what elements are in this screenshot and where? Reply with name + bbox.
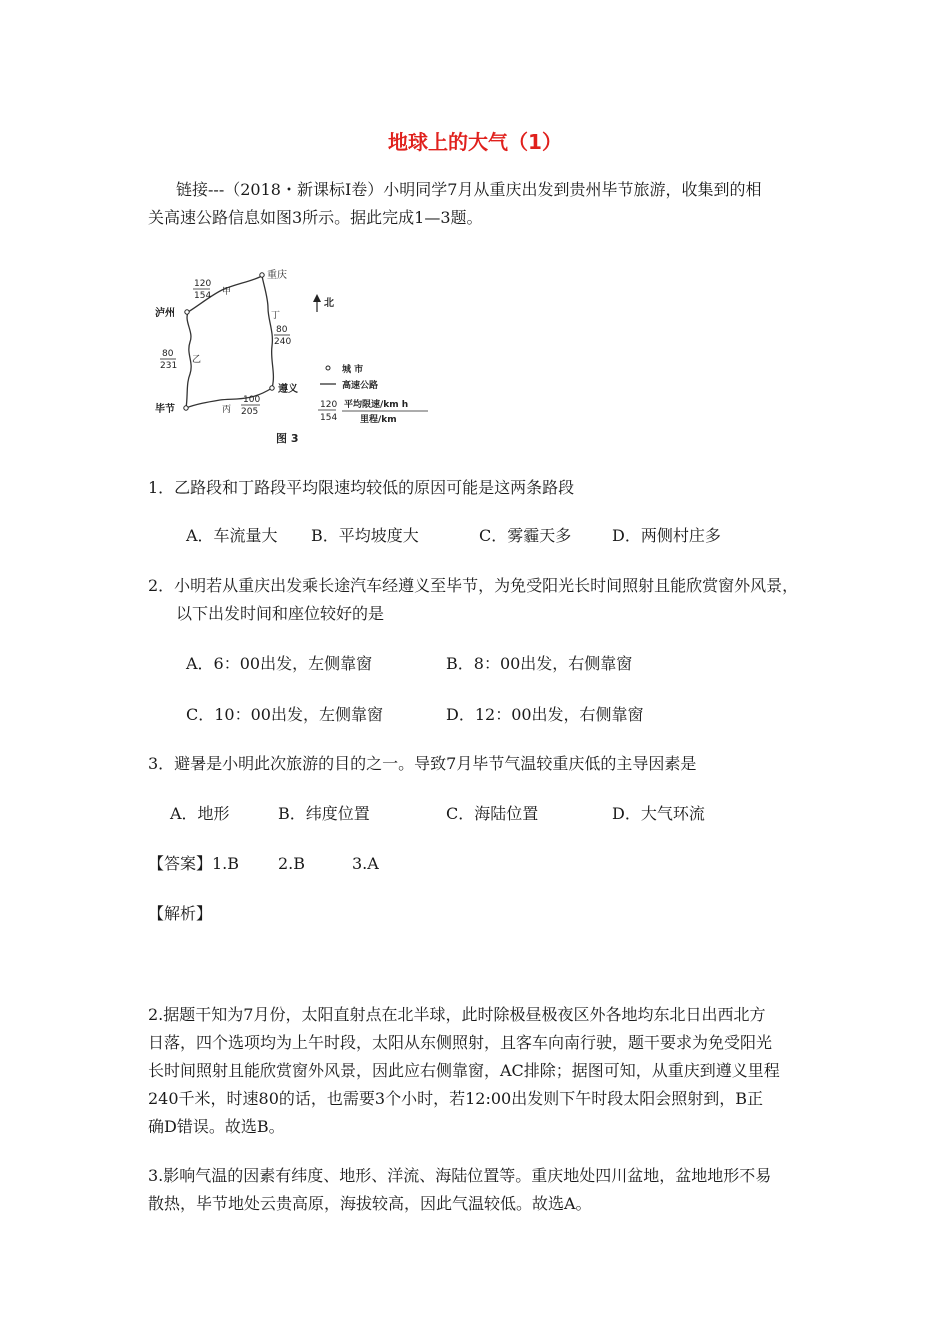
answer-label: 【答案】 xyxy=(148,854,213,873)
north-label: 北 xyxy=(324,298,334,309)
city-label-luzhou: 泸州 xyxy=(155,308,175,319)
question-3-stem: 3．避暑是小明此次旅游的目的之一。导致7月毕节气温较重庆低的主导因素是 xyxy=(148,754,697,773)
intro-line-2: 关高速公路信息如图3所示。据此完成1—3题。 xyxy=(148,208,483,227)
analysis-label: 【解析】 xyxy=(148,904,213,923)
question-2-option-a: A．6：00出发，左侧靠窗 xyxy=(186,654,373,673)
analysis-2-line-3: 长时间照射且能欣赏窗外风景，因此应右侧靠窗，AC排除；据图可知，从重庆到遵义里程 xyxy=(148,1061,780,1080)
analysis-3-line-2: 散热，毕节地处云贵高原，海拔较高，因此气温较低。故选A。 xyxy=(148,1194,592,1213)
segment-speed-ding: 80 xyxy=(276,325,288,335)
question-1-option-a: A．车流量大 xyxy=(186,526,278,545)
city-label-bijie: 毕节 xyxy=(155,404,175,415)
question-3-option-b: B．纬度位置 xyxy=(278,804,370,823)
city-dot-luzhou xyxy=(185,310,189,314)
legend-length-label: 里程/km xyxy=(360,415,397,425)
segment-length-bing: 205 xyxy=(241,407,259,417)
analysis-3-line-1: 3.影响气温的因素有纬度、地形、洋流、海陆位置等。重庆地处四川盆地，盆地地形不易 xyxy=(148,1166,772,1185)
page-title: 地球上的大气（1） xyxy=(388,130,562,154)
city-label-chongqing: 重庆 xyxy=(267,270,287,281)
highway-map-figure xyxy=(150,262,440,447)
legend-sample-speed: 120 xyxy=(320,400,338,410)
city-dot-chongqing xyxy=(260,273,264,277)
question-2-option-b: B．8：00出发，右侧靠窗 xyxy=(446,654,633,673)
intro-line-1: 链接---（2018・新课标Ⅰ卷）小明同学7月从重庆出发到贵州毕节旅游，收集到的相 xyxy=(176,180,762,199)
segment-length-ding: 240 xyxy=(274,337,292,347)
analysis-2-line-1: 2.据题干知为7月份，太阳直射点在北半球，此时除极昼极夜区外各地均东北日出西北方 xyxy=(148,1005,766,1024)
question-2-option-d: D．12：00出发，右侧靠窗 xyxy=(446,705,644,724)
analysis-2-line-5: 确D错误。故选B。 xyxy=(148,1117,285,1136)
segment-speed-yi: 80 xyxy=(162,349,174,359)
city-label-zunyi: 遵义 xyxy=(278,384,298,395)
segment-label-ding: 丁 xyxy=(271,311,281,321)
question-1-stem: 1．乙路段和丁路段平均限速均较低的原因可能是这两条路段 xyxy=(148,478,575,497)
city-dot-bijie xyxy=(184,406,188,410)
segment-length-jia: 154 xyxy=(194,291,212,301)
legend-city-icon xyxy=(326,366,330,370)
analysis-2-line-2: 日落，四个选项均为上午时段，太阳从东侧照射，且客车向南行驶，题干要求为免受阳光 xyxy=(148,1033,773,1052)
question-2-option-c: C．10：00出发，左侧靠窗 xyxy=(186,705,383,724)
segment-speed-bing: 100 xyxy=(243,395,261,405)
legend-speed-label: 平均限速/km h xyxy=(344,400,409,410)
legend-city-label: 城 市 xyxy=(342,365,364,375)
segment-label-yi: 乙 xyxy=(192,355,202,365)
analysis-2-line-4: 240千米，时速80的话，也需要3个小时，若12:00出发则下午时段太阳会照射到，B正 xyxy=(148,1089,763,1108)
segment-label-jia: 甲 xyxy=(222,287,232,297)
figure-caption: 图 3 xyxy=(276,432,299,445)
question-3-option-a: A．地形 xyxy=(170,804,230,823)
answer-item-2: 2.B xyxy=(278,854,306,873)
question-2-stem-line-1: 2．小明若从重庆出发乘长途汽车经遵义至毕节，为免受阳光长时间照射且能欣赏窗外风景， xyxy=(148,576,799,595)
city-dot-zunyi xyxy=(270,386,274,390)
segment-speed-jia: 120 xyxy=(194,279,212,289)
answer-item-1: 1.B xyxy=(212,854,240,873)
question-1-option-c: C．雾霾天多 xyxy=(479,526,572,545)
question-2-stem-line-2: 以下出发时间和座位较好的是 xyxy=(176,604,385,623)
north-arrow-icon xyxy=(313,294,321,312)
question-3-option-c: C．海陆位置 xyxy=(446,804,539,823)
answer-item-3: 3.A xyxy=(352,854,379,873)
question-1-option-d: D．两侧村庄多 xyxy=(612,526,721,545)
segment-length-yi: 231 xyxy=(160,361,178,371)
question-1-option-b: B．平均坡度大 xyxy=(311,526,419,545)
question-3-option-d: D．大气环流 xyxy=(612,804,705,823)
segment-label-bing: 丙 xyxy=(222,405,232,415)
legend-highway-label: 高速公路 xyxy=(342,381,379,391)
legend-sample-length: 154 xyxy=(320,413,338,423)
